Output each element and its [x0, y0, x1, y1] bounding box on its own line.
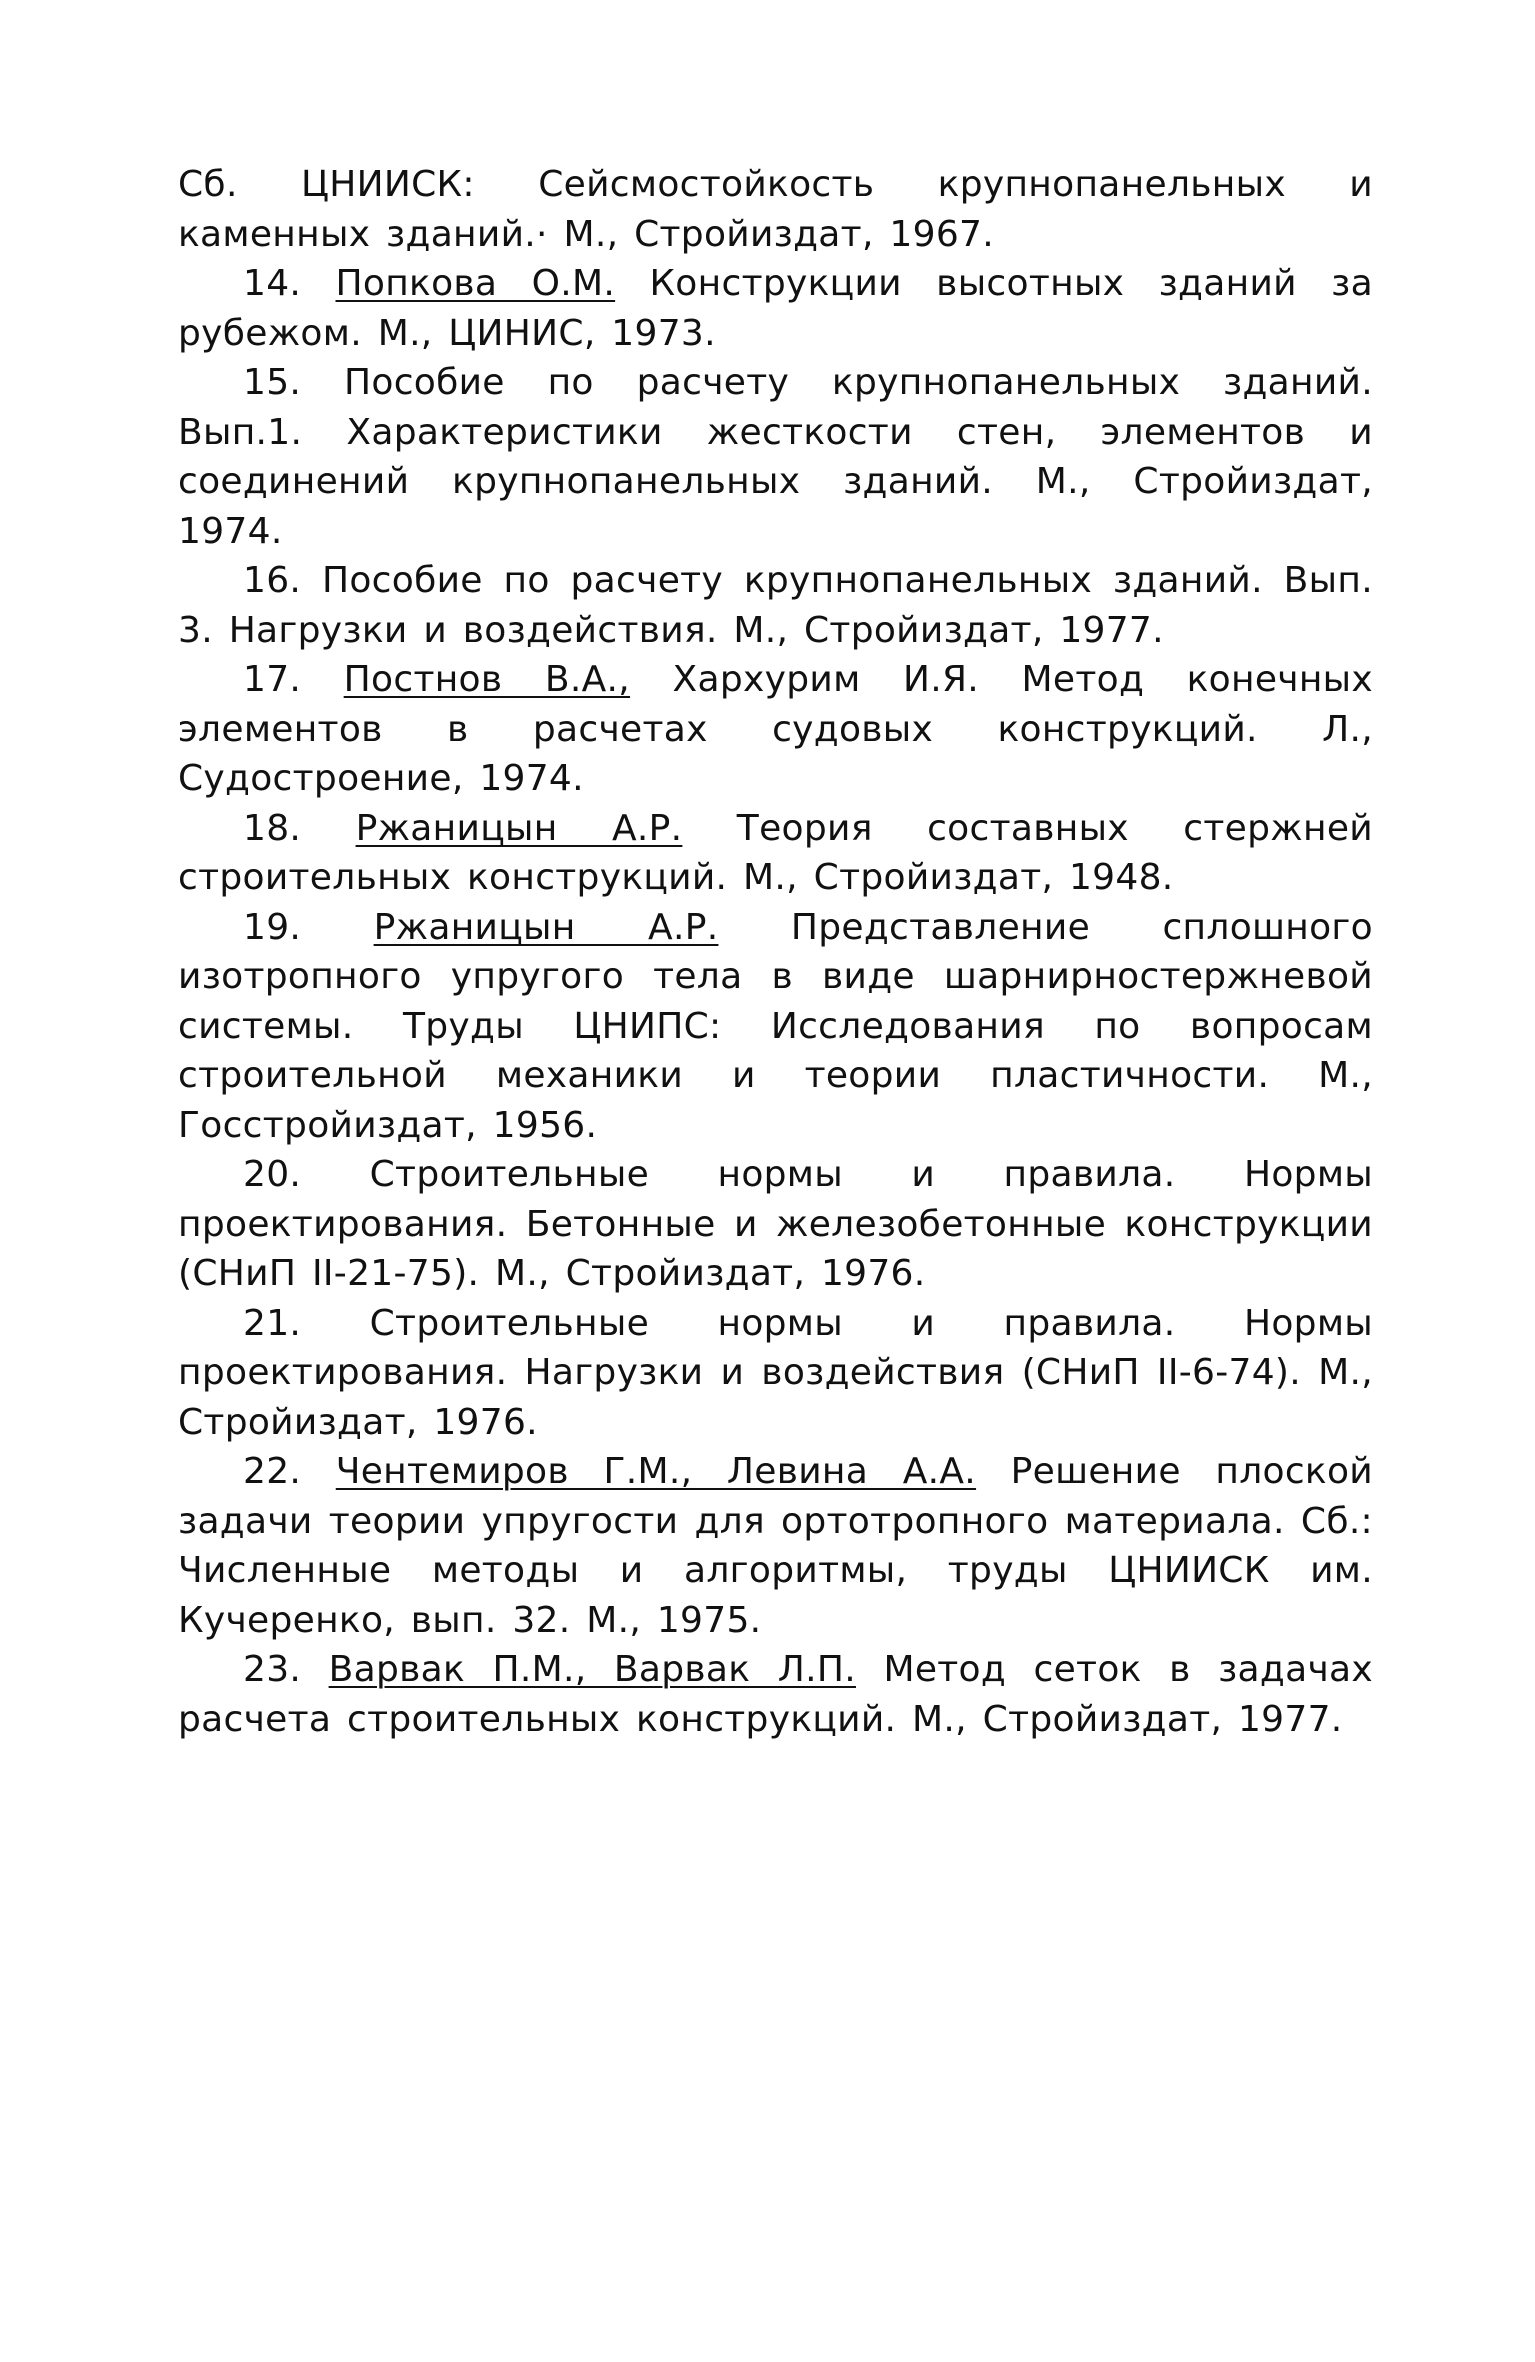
reference-entry-17 [178, 655, 1373, 804]
reference-authors: Варвак П.М., Варвак Л.П. [328, 1649, 857, 1690]
reference-authors: Чентемиров Г.М., Левина А.А. [335, 1451, 977, 1492]
reference-entry-19 [178, 903, 1373, 1151]
reference-entry-18 [178, 804, 1373, 903]
reference-text: Сб. ЦНИИСК: Сейсмостойкость крупнопанельных и каменных зданий.· М., Стройиздат, 1967. [178, 164, 1373, 255]
reference-continuation [178, 160, 1373, 259]
reference-entry-22 [178, 1447, 1373, 1645]
reference-text: Представление сплошного изотропного упругого тела в виде шарнирностержневой системы. Труды ЦНИПС: Исследования по вопросам строительной механики и теории пластичности. М., Госстройиздат, 1956. [178, 906, 1373, 1146]
reference-number: 23. [243, 1649, 302, 1690]
reference-entry-15 [178, 358, 1373, 556]
reference-entry-23 [178, 1645, 1373, 1744]
reference-text: Решение плоской задачи теории упругости для ортотропного материала. Сб.: Численные методы и алгоритмы, труды ЦНИИСК им. Кучеренко, вып. 32. М., 1975. [178, 1451, 1374, 1641]
reference-text: Теория составных стержней строительных конструкций. М., Стройиздат, 1948. [178, 807, 1373, 898]
reference-entry-14 [178, 259, 1373, 358]
reference-number: 18. [243, 807, 302, 849]
reference-number: 15. [243, 362, 302, 403]
reference-list [178, 160, 1373, 1744]
reference-number: 22. [243, 1451, 302, 1492]
reference-entry-20 [178, 1150, 1373, 1299]
reference-text: Хархурим И.Я. Метод конечных элементов в расчетах судовых конструкций. Л., Судостроение, 1974. [178, 659, 1374, 799]
reference-text: Строительные нормы и правила. Нормы проектирования. Нагрузки и воздействия (СНиП II-6-74). М., Стройиздат, 1976. [178, 1302, 1374, 1443]
reference-authors: Постнов В.А., [343, 659, 631, 700]
reference-authors: Ржаницын А.Р. [373, 906, 719, 948]
reference-text: Пособие по расчету крупнопанельных зданий. Вып.1. Характеристики жесткости стен, элементов и соединений крупнопанельных зданий. М., Стройиздат, 1974. [178, 362, 1373, 552]
reference-number: 21. [243, 1302, 302, 1344]
reference-entry-21 [178, 1299, 1373, 1448]
reference-number: 14. [243, 263, 302, 304]
reference-number: 19. [243, 906, 302, 948]
reference-text: Метод сеток в задачах расчета строительных конструкций. М., Стройиздат, 1977. [178, 1649, 1373, 1740]
reference-authors: Попкова О.М. [335, 263, 616, 304]
reference-number: 20. [243, 1154, 302, 1195]
reference-authors: Ржаницын А.Р. [355, 807, 683, 849]
reference-number: 17. [243, 659, 302, 700]
reference-text: Пособие по расчету крупнопанельных зданий. Вып. 3. Нагрузки и воздействия. М., Стройиздат, 1977. [178, 560, 1373, 651]
reference-text: Строительные нормы и правила. Нормы проектирования. Бетонные и железобетонные конструкции (СНиП II-21-75). М., Стройиздат, 1976. [178, 1154, 1374, 1294]
reference-text: Конструкции высотных зданий за рубежом. М., ЦИНИС, 1973. [178, 263, 1373, 354]
reference-entry-16 [178, 556, 1373, 655]
reference-number: 16. [243, 560, 302, 601]
